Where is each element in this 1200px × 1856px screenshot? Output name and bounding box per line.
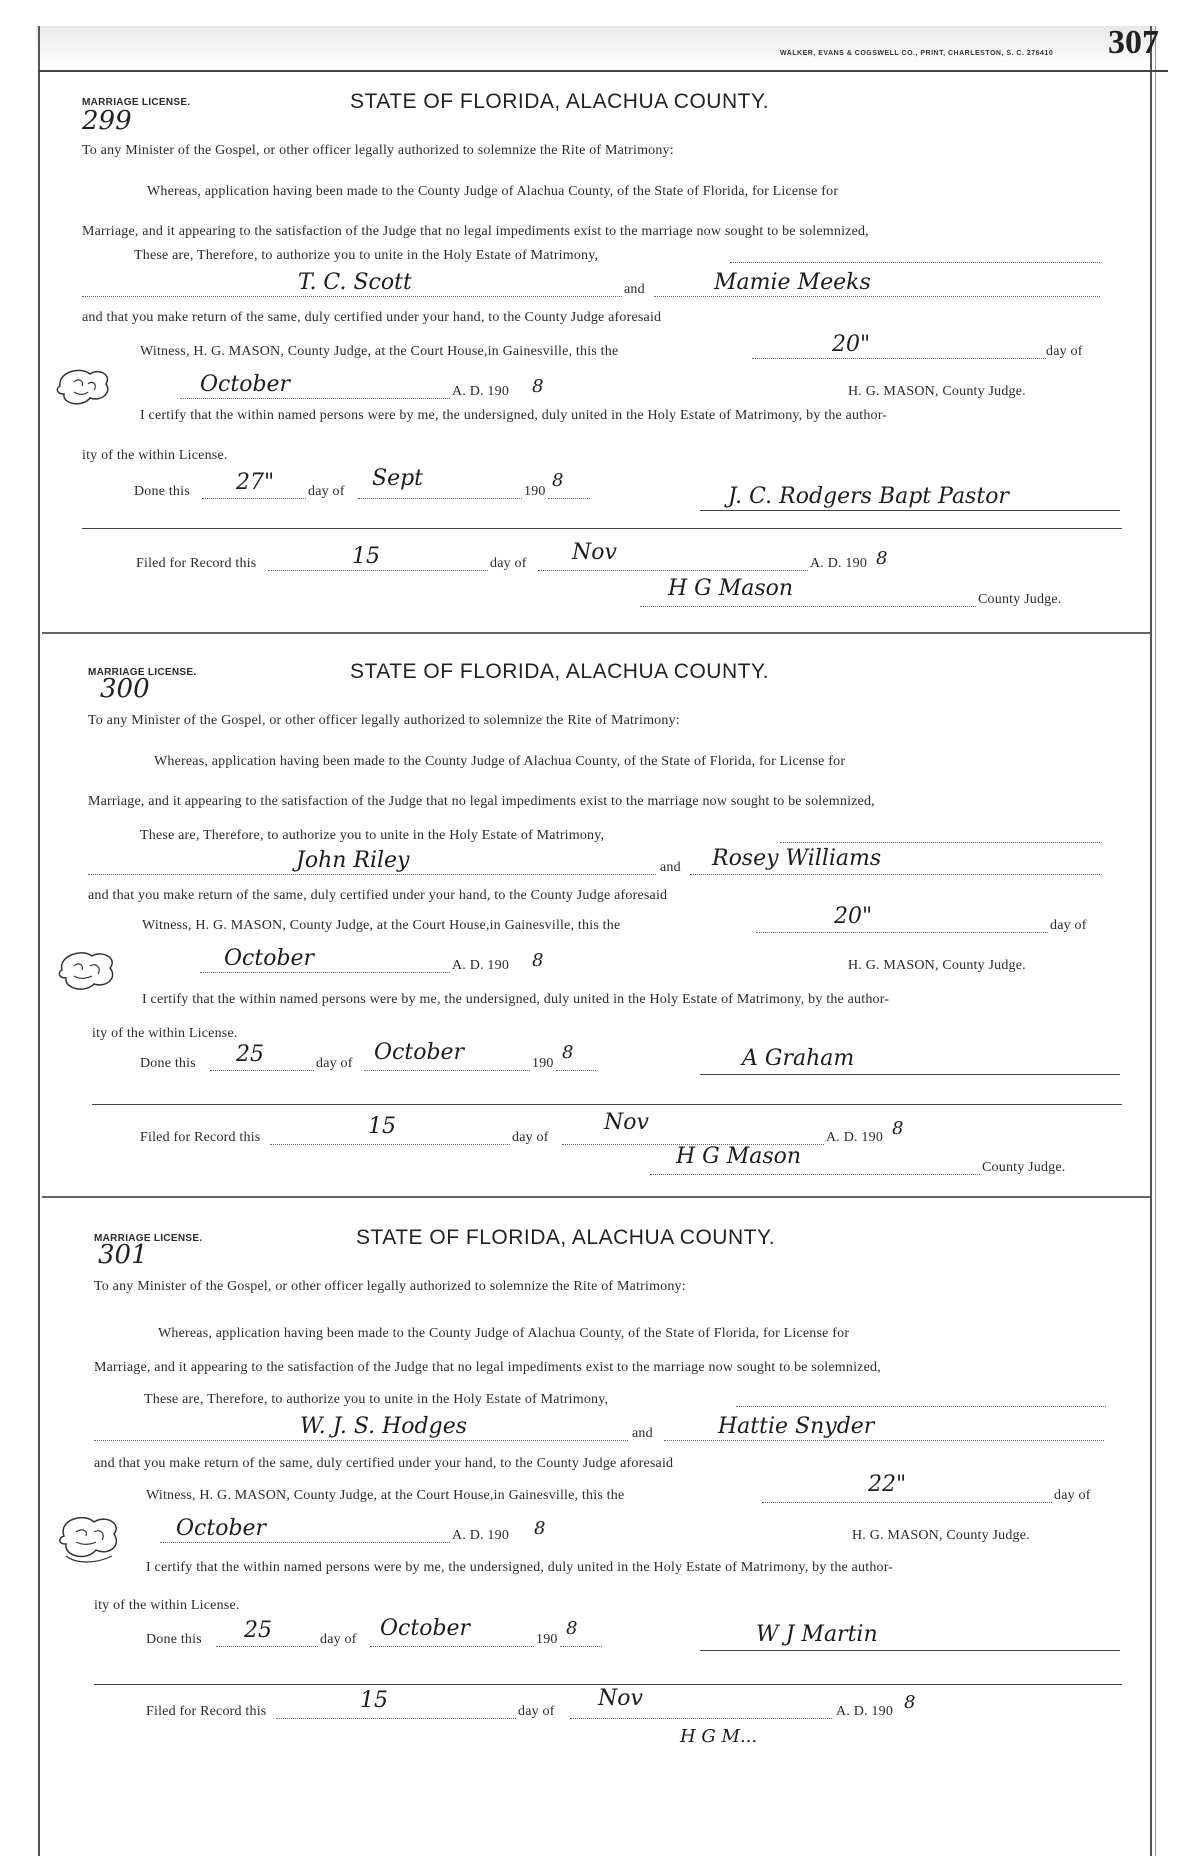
witness-line: Witness, H. G. MASON, County Judge, at the Court House,in Gainesville, this the [146,1488,625,1503]
county-judge-label: County Judge. [982,1160,1066,1175]
fill-line [556,1070,596,1071]
done-month: October [380,1616,471,1641]
marriage-license-label: MARRIAGE LICENSE. [94,1233,203,1244]
judge-title: H. G. MASON, County Judge. [852,1528,1030,1543]
certify-line-2: ity of the within License. [82,448,228,463]
done-this-label: Done this [140,1056,196,1071]
filed-day: 15 [352,544,380,569]
printer-imprint: WALKER, EVANS & COGSWELL CO., PRINT, CHARLESTON, S. C. 276410 [780,50,1054,57]
fill-line [654,296,1100,297]
filed-year: 8 [892,1118,904,1139]
witness-line: Witness, H. G. MASON, County Judge, at the Court House,in Gainesville, this the [142,918,621,933]
filed-day: 15 [368,1114,396,1139]
signature-line [700,510,1120,511]
return-line: and that you make return of the same, duly certified under your hand, to the County Judge aforesaid [94,1456,674,1471]
whereas-line-1: Whereas, application having been made to the County Judge of Alachua County, of the State of Florida, for License for [158,1326,850,1341]
license-divider [42,1196,1150,1198]
page-top-strip [36,26,1156,66]
right-border-inner [1155,26,1156,1856]
fill-line [780,842,1100,843]
fill-line [370,1646,534,1647]
left-border [38,26,40,1856]
address-line: To any Minister of the Gospel, or other officer legally authorized to solemnize the Rite of Matrimony: [88,713,680,728]
witness-year: 8 [532,376,544,397]
whereas-line-1: Whereas, application having been made to the County Judge of Alachua County, of the State of Florida, for License for [154,754,846,769]
section-rule [82,528,1122,529]
fill-line [640,606,976,607]
whereas-line-1: Whereas, application having been made to the County Judge of Alachua County, of the State of Florida, for License for [147,184,839,199]
witness-day: 20" [832,332,871,357]
done-year: 8 [566,1618,578,1639]
form-header: STATE OF FLORIDA, ALACHUA COUNTY. [356,1226,776,1249]
witness-year: 8 [532,950,544,971]
fill-line [94,1440,628,1441]
license-number: 301 [98,1240,148,1270]
fill-line [548,498,590,499]
fill-line [736,1406,1106,1407]
officiant-signature: W J Martin [756,1622,878,1647]
done-year: 8 [552,470,564,491]
whereas-line-2: Marriage, and it appearing to the satisfaction of the Judge that no legal impediments exist to the marriage now sought to be solemnized, [82,224,869,239]
groom-name: W. J. S. Hodges [300,1414,468,1439]
filed-label: Filed for Record this [146,1704,267,1719]
marriage-license-label: MARRIAGE LICENSE. [82,97,191,108]
fill-line [268,570,488,571]
done-this-label: Done this [134,484,190,499]
fill-line [650,1174,980,1175]
filed-year: 8 [904,1692,916,1713]
fill-line [200,972,450,973]
certify-line-2: ity of the within License. [92,1026,238,1041]
fill-line [762,1502,1052,1503]
fill-line [364,1070,530,1071]
license-divider [42,632,1150,634]
signature-line [700,1074,1120,1075]
done-day-of-label: day of [316,1056,353,1071]
return-line: and that you make return of the same, duly certified under your hand, to the County Judge aforesaid [82,310,662,325]
section-rule [92,1104,1122,1105]
top-rule [38,70,1168,72]
judge-signature: H G Mason [676,1144,802,1169]
fill-line [538,570,808,571]
and-label: and [632,1426,653,1441]
fill-line [570,1718,832,1719]
fill-line [276,1718,516,1719]
fill-line [216,1646,318,1647]
day-of-label: day of [1046,344,1083,359]
certify-line-2: ity of the within License. [94,1598,240,1613]
filed-ad-label: A. D. 190 [826,1130,884,1145]
address-line: To any Minister of the Gospel, or other officer legally authorized to solemnize the Rite of Matrimony: [82,143,674,158]
bride-name: Rosey Williams [712,846,882,871]
judge-title: H. G. MASON, County Judge. [848,384,1026,399]
done-day: 25 [236,1042,264,1067]
done-day-of-label: day of [320,1632,357,1647]
fill-line [756,932,1048,933]
fill-line [210,1070,314,1071]
address-line: To any Minister of the Gospel, or other officer legally authorized to solemnize the Rite of Matrimony: [94,1279,686,1294]
fill-line [664,1440,1104,1441]
filed-label: Filed for Record this [136,556,257,571]
signature-line [700,1650,1120,1651]
day-of-label: day of [1054,1488,1091,1503]
fill-line [752,358,1046,359]
filed-ad-label: A. D. 190 [836,1704,894,1719]
witness-day: 22" [868,1472,907,1497]
fill-line [180,398,450,399]
whereas-line-2: Marriage, and it appearing to the satisfaction of the Judge that no legal impediments exist to the marriage now sought to be solemnized, [94,1360,881,1375]
form-header: STATE OF FLORIDA, ALACHUA COUNTY. [350,90,770,113]
done-year-prefix: 190 [536,1632,558,1647]
ad-label: A. D. 190 [452,384,510,399]
seal-mark [56,1510,126,1566]
witness-day: 20" [834,904,873,929]
bride-name: Hattie Snyder [718,1414,875,1439]
witness-month: October [224,946,315,971]
and-label: and [660,860,681,875]
seal-mark [54,364,116,408]
filed-year: 8 [876,548,888,569]
officiant-signature: J. C. Rodgers Bapt Pastor [728,484,1009,509]
fill-line [160,1542,450,1543]
judge-signature: H G Mason [668,576,794,601]
filed-day-of-label: day of [490,556,527,571]
groom-name: John Riley [296,848,410,873]
witness-month: October [176,1516,267,1541]
done-year-prefix: 190 [524,484,546,499]
these-are-line: These are, Therefore, to authorize you to unite in the Holy Estate of Matrimony, [134,248,599,263]
judge-signature: H G M... [680,1726,758,1747]
filed-month: Nov [598,1686,643,1711]
section-rule [94,1684,1122,1685]
certify-line-1: I certify that the within named persons were by me, the undersigned, duly united in the Holy Estate of Matrimony, by the author- [140,408,888,423]
county-judge-label: County Judge. [978,592,1062,607]
filed-day: 15 [360,1688,388,1713]
done-day: 27" [236,470,275,495]
done-this-label: Done this [146,1632,202,1647]
license-number: 299 [82,106,132,136]
certify-line-1: I certify that the within named persons were by me, the undersigned, duly united in the Holy Estate of Matrimony, by the author- [146,1560,894,1575]
whereas-line-2: Marriage, and it appearing to the satisfaction of the Judge that no legal impediments exist to the marriage now sought to be solemnized, [88,794,875,809]
done-day-of-label: day of [308,484,345,499]
filed-day-of-label: day of [512,1130,549,1145]
fill-line [88,874,656,875]
done-month: October [374,1040,465,1065]
day-of-label: day of [1050,918,1087,933]
fill-line [358,498,522,499]
these-are-line: These are, Therefore, to authorize you to unite in the Holy Estate of Matrimony, [144,1392,609,1407]
witness-line: Witness, H. G. MASON, County Judge, at the Court House,in Gainesville, this the [140,344,619,359]
fill-line [270,1144,510,1145]
filed-day-of-label: day of [518,1704,555,1719]
groom-name: T. C. Scott [298,270,412,295]
officiant-signature: A Graham [742,1046,855,1071]
fill-line [82,296,622,297]
filed-ad-label: A. D. 190 [810,556,868,571]
done-day: 25 [244,1618,272,1643]
fill-line [730,262,1100,263]
seal-mark [56,946,122,996]
ad-label: A. D. 190 [452,958,510,973]
witness-month: October [200,372,291,397]
done-month: Sept [372,466,424,491]
these-are-line: These are, Therefore, to authorize you to unite in the Holy Estate of Matrimony, [140,828,605,843]
form-header: STATE OF FLORIDA, ALACHUA COUNTY. [350,660,770,683]
filed-month: Nov [604,1110,649,1135]
fill-line [202,498,306,499]
fill-line [560,1646,602,1647]
bride-name: Mamie Meeks [714,270,871,295]
certify-line-1: I certify that the within named persons were by me, the undersigned, duly united in the Holy Estate of Matrimony, by the author- [142,992,890,1007]
done-year-prefix: 190 [532,1056,554,1071]
and-label: and [624,282,645,297]
page-number: 307 [1108,24,1159,61]
right-border [1150,26,1152,1856]
filed-month: Nov [572,540,617,565]
ad-label: A. D. 190 [452,1528,510,1543]
done-year: 8 [562,1042,574,1063]
witness-year: 8 [534,1518,546,1539]
filed-label: Filed for Record this [140,1130,261,1145]
fill-line [690,874,1100,875]
license-number: 300 [100,674,150,704]
return-line: and that you make return of the same, duly certified under your hand, to the County Judge aforesaid [88,888,668,903]
judge-title: H. G. MASON, County Judge. [848,958,1026,973]
marriage-license-label: MARRIAGE LICENSE. [88,667,197,678]
